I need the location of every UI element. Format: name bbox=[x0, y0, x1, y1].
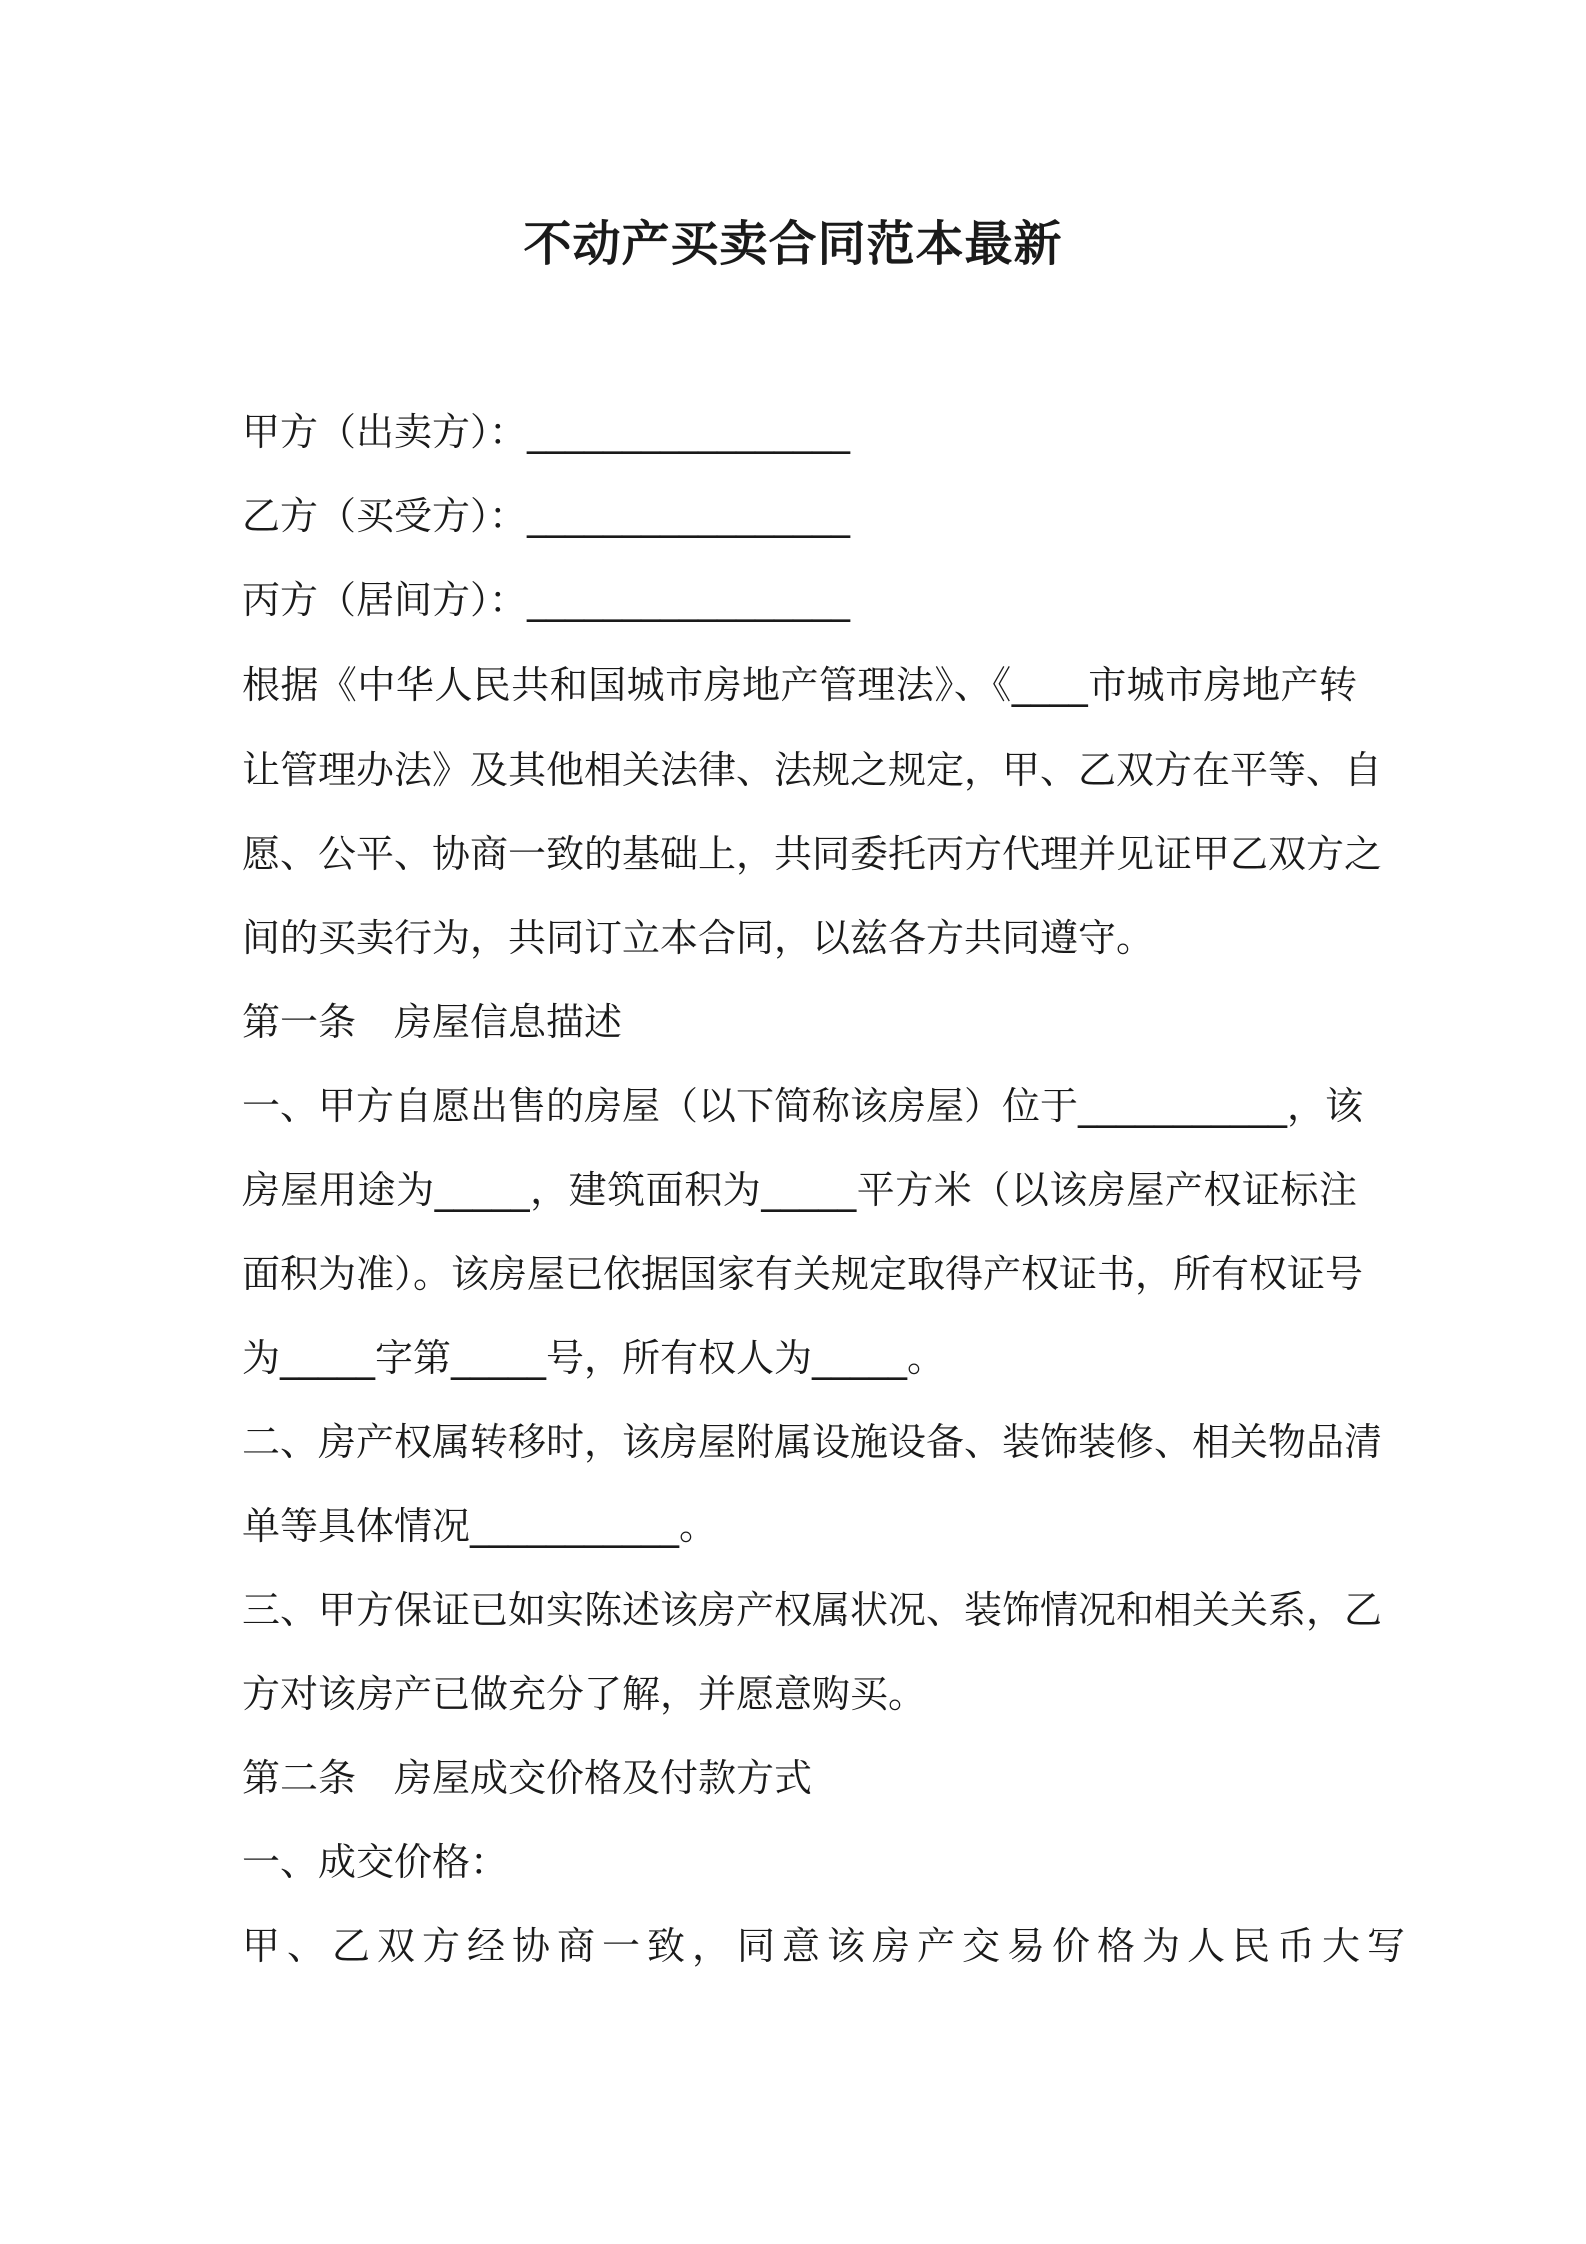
document-title: 不动产买卖合同范本最新 bbox=[523, 216, 1063, 272]
article-1-item-1-line-3: 面积为准）。该房屋已依据国家有关规定取得产权证书，所有权证号 bbox=[242, 1252, 1364, 1296]
article-2-heading: 第二条 房屋成交价格及付款方式 bbox=[242, 1756, 813, 1800]
article-1-item-3-line-1: 三、甲方保证已如实陈述该房产权属状况、装饰情况和相关关系，乙 bbox=[242, 1588, 1383, 1632]
party-c-line: 丙方（居间方）：_________________ bbox=[242, 578, 851, 622]
article-2-price-line: 甲、乙双方经协商一致，同意该房产交易价格为人民币大写 bbox=[242, 1924, 1413, 1968]
article-1-item-2-line-2: 单等具体情况___________。 bbox=[242, 1504, 718, 1548]
article-1-item-3-line-2: 方对该房产已做充分了解，并愿意购买。 bbox=[242, 1672, 927, 1716]
article-2-item-1-heading: 一、成交价格： bbox=[242, 1840, 509, 1884]
article-1-item-1-line-1: 一、甲方自愿出售的房屋（以下简称该房屋）位于___________，该 bbox=[242, 1084, 1364, 1128]
preamble-line-4: 间的买卖行为，共同订立本合同，以兹各方共同遵守。 bbox=[242, 916, 1155, 960]
article-1-item-1-line-4: 为_____字第_____号，所有权人为_____。 bbox=[242, 1336, 946, 1380]
party-a-line: 甲方（出卖方）：_________________ bbox=[242, 410, 851, 454]
preamble-line-1: 根据《中华人民共和国城市房地产管理法》、《____市城市房地产转 bbox=[242, 663, 1357, 707]
preamble-line-3: 愿、公平、协商一致的基础上，共同委托丙方代理并见证甲乙双方之 bbox=[242, 832, 1383, 876]
preamble-line-2: 让管理办法》及其他相关法律、法规之规定，甲、乙双方在平等、自 bbox=[242, 748, 1383, 792]
article-1-item-1-line-2: 房屋用途为_____，建筑面积为_____平方米（以该房屋产权证标注 bbox=[242, 1168, 1357, 1212]
party-b-line: 乙方（买受方）：_________________ bbox=[242, 494, 851, 538]
article-1-item-2-line-1: 二、房产权属转移时，该房屋附属设施设备、装饰装修、相关物品清 bbox=[242, 1420, 1383, 1464]
article-1-heading: 第一条 房屋信息描述 bbox=[242, 1000, 623, 1044]
